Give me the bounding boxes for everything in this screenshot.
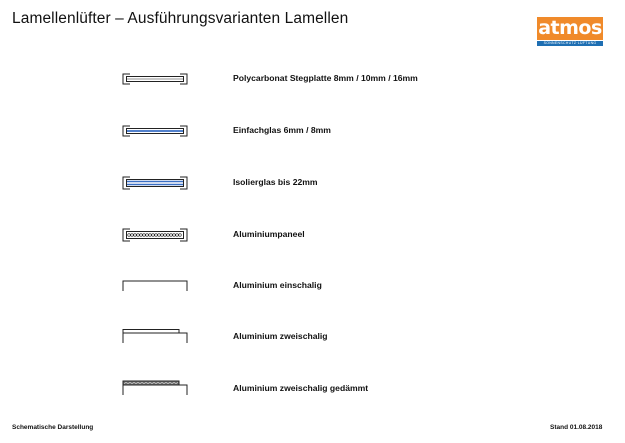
variant-row [0, 380, 625, 400]
page-title: Lamellenlüfter – Ausführungsvarianten Lamellen [12, 10, 349, 27]
isolierglas-icon [120, 174, 190, 194]
variant-label: Isolierglas bis 22mm [233, 177, 318, 187]
stegplatte-icon [120, 70, 190, 90]
alu-zweischalig-icon [120, 328, 190, 348]
alu-einschalig-icon [120, 277, 190, 297]
variant-row [0, 277, 625, 297]
variant-row [0, 70, 625, 90]
logo-tagline: SONNENSCHUTZ·LÜFTUNG [537, 41, 603, 46]
variant-row [0, 174, 625, 194]
atmos-logo [537, 17, 603, 47]
variant-label: Aluminium zweischalig [233, 331, 328, 341]
variant-label: Aluminium einschalig [233, 280, 322, 290]
aluminiumpaneel-icon [120, 226, 190, 246]
variant-label: Aluminiumpaneel [233, 229, 305, 239]
footer-note: Schematische Darstellung [12, 424, 94, 431]
variant-label: Aluminium zweischalig gedämmt [233, 383, 369, 393]
variant-row [0, 328, 625, 348]
variant-row [0, 226, 625, 246]
alu-zweischalig-gedaemmt-icon [120, 380, 190, 400]
variant-row [0, 122, 625, 142]
logo-wordmark: atmos [538, 17, 602, 39]
variant-label: Einfachglas 6mm / 8mm [233, 125, 331, 135]
einfachglas-icon [120, 122, 190, 142]
variant-label: Polycarbonat Stegplatte 8mm / 10mm / 16mm [233, 73, 418, 83]
footer-date: Stand 01.08.2018 [550, 424, 603, 431]
